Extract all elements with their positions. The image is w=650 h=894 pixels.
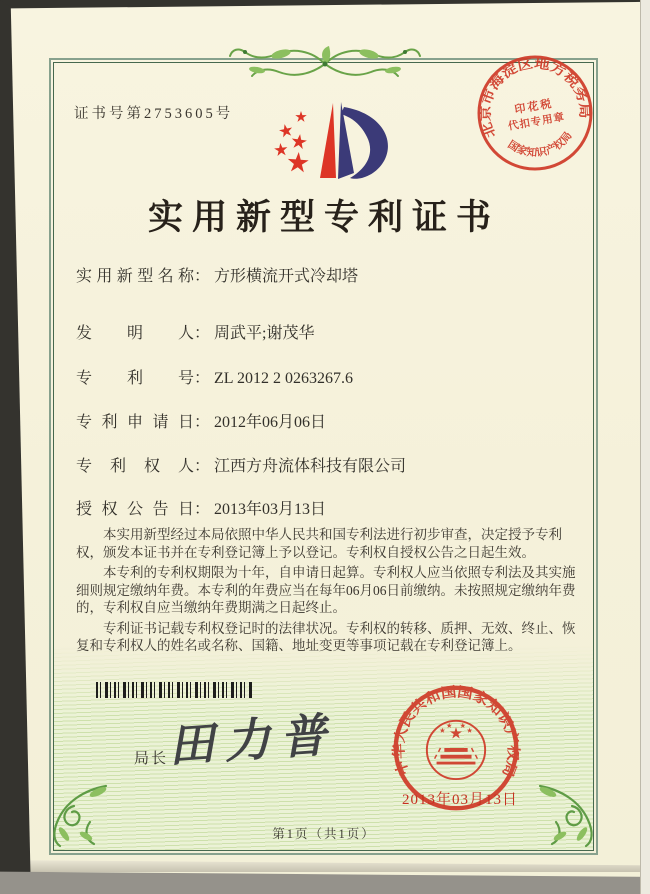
field-label: 授权公告日 <box>76 501 194 518</box>
legal-paragraph: 专利证书记载专利权登记时的法律状况。专利权的转移、质押、无效、终止、恢复和专利权人的姓名或名称、国籍、地址变更等事项记载在专利登记簿上。 <box>76 620 576 653</box>
field-label: 专利权人 <box>76 458 194 475</box>
stamp-duty-seal-line1: 印花税 <box>513 97 555 117</box>
field-label: 专利申请日 <box>76 414 194 431</box>
field-value: 江西方舟流体科技有限公司 <box>214 458 407 475</box>
field-value: 2012年06月06日 <box>214 414 327 431</box>
legal-paragraph: 本实用新型经过本局依照中华人民共和国专利法进行初步审查，决定授予专利权，颁发本证书并在专利登记簿上予以登记。专利权自授权公告之日起生效。 <box>76 527 562 560</box>
stamp-duty-seal-bottom-text: 国家知识产权局 <box>505 130 575 160</box>
certificate-title: 实用新型专利证书 <box>147 198 500 237</box>
field-value: ZL 2012 2 0263267.6 <box>214 370 353 387</box>
field-colon: ： <box>194 458 211 475</box>
field-colon: ： <box>194 414 211 431</box>
field-colon: ： <box>194 501 211 518</box>
page-number: 第1页（共1页） <box>272 827 376 841</box>
issuer-title: 局长 <box>134 751 169 767</box>
field-colon: ： <box>194 268 211 285</box>
field-utility-model-name <box>76 263 358 286</box>
field-value: 方形横流开式冷却塔 <box>214 268 359 285</box>
field-inventor <box>76 320 314 343</box>
sipo-logo-icon <box>256 94 406 192</box>
field-label: 专利号 <box>76 370 194 387</box>
field-colon: ： <box>194 325 211 342</box>
stamp-duty-seal-top-text: 北京市海淀区地方税务局 <box>478 56 592 140</box>
field-colon: ： <box>194 370 211 387</box>
field-grant-date <box>76 496 326 519</box>
national-emblem-icon <box>427 721 485 779</box>
legal-text-block <box>76 526 580 658</box>
field-patent-number <box>76 365 353 388</box>
stamp-duty-seal-line2: 代扣专用章 <box>507 111 566 133</box>
field-value: 周武平;谢茂华 <box>214 325 315 342</box>
barcode <box>96 682 254 698</box>
stamp-duty-seal-icon <box>465 43 604 182</box>
legal-paragraph: 本专利的专利权期限为十年，自申请日起算。专利权人应当依照专利法及其实施细则规定缴纳年费。本专利的年费应当在每年06月06日前缴纳。未按照规定缴纳年费的，专利权自应当缴纳年费期满之日起终止。 <box>76 565 576 615</box>
field-label: 发明人 <box>76 325 194 342</box>
seal-date: 2013年03月13日 <box>402 792 519 808</box>
certificate-number: 证书号第2753605号 <box>74 106 234 122</box>
field-value: 2013年03月13日 <box>214 501 327 518</box>
field-label: 实用新型名称 <box>76 268 194 285</box>
field-patentee <box>76 453 406 476</box>
field-filing-date <box>76 409 326 432</box>
official-seal-ring-text: 中华人民共和国国家知识产权局 <box>391 684 521 778</box>
scan-edge-right <box>640 0 650 894</box>
floral-ornament-top <box>225 40 425 86</box>
director-signature: 田力普 <box>166 709 338 772</box>
